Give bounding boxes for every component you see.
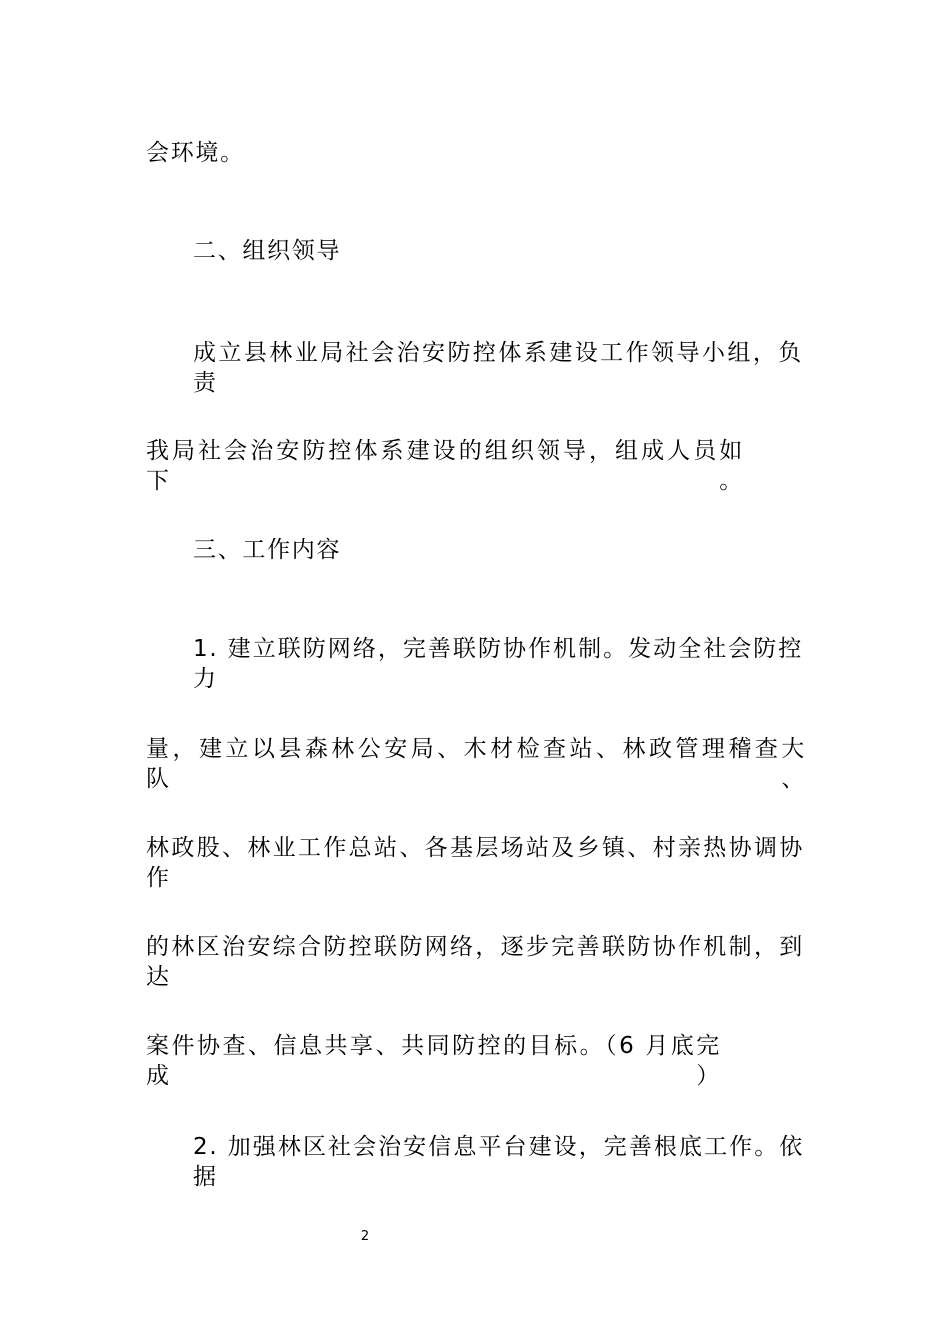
text-line-7: 量，建立以县森林公安局、木材检查站、林政管理稽查大队、	[146, 736, 806, 792]
text-line-1: 会环境。	[146, 140, 245, 166]
page-number: 2	[360, 1229, 370, 1244]
text-line-9: 的林区治安综合防控联防网络，逐步完善联防协作机制，到达	[146, 934, 804, 990]
text-line-3: 成立县林业局社会治安防控体系建设工作领导小组，负责	[193, 340, 803, 396]
section-heading-organization: 二、组织领导	[193, 238, 342, 264]
text-line-10: 案件协查、信息共享、共同防控的目标。（6 月底完成）	[146, 1033, 721, 1089]
text-line-11: 2. 加强林区社会治安信息平台建设，完善根底工作。依据	[193, 1134, 804, 1190]
text-line-6: 1. 建立联防网络，完善联防协作机制。发动全社会防控力	[193, 636, 803, 692]
text-line-4: 我局社会治安防控体系建设的组织领导，组成人员如下。	[146, 438, 744, 494]
section-heading-work-content: 三、工作内容	[193, 537, 342, 563]
text-line-8: 林政股、林业工作总站、各基层场站及乡镇、村亲热协调协作	[146, 835, 804, 891]
